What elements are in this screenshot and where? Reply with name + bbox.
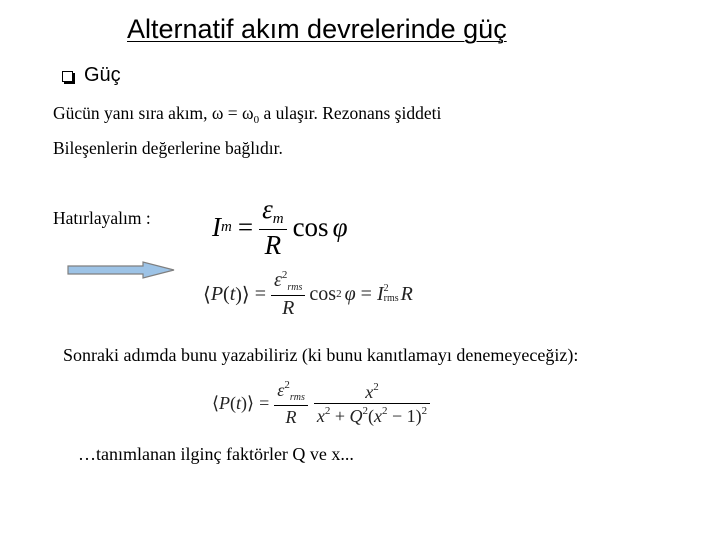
text-line-2: Bileşenlerin değerlerine bağlıdır. <box>53 138 283 158</box>
slide-title: Alternatif akım devrelerinde güç <box>127 14 507 44</box>
line1-subscript: 0 <box>253 114 260 126</box>
line1-part-a: Gücün yanı sıra akım, ω = ω <box>53 103 254 123</box>
bullet-heading <box>62 64 121 87</box>
right-arrow-icon <box>67 261 177 279</box>
equation-power-quality-factor: ⟨ P ( t )⟩ = $\frac{\varepsilon^2_{rms}}{R}$ $\frac{x^2}{x^2 + Q^2(x^2 - 1)^2}$ <box>212 380 430 426</box>
equation-current-amplitude: I m = $\frac{\varepsilon_m}{R}$ cos φ <box>212 194 348 260</box>
text-line-1 <box>53 103 441 126</box>
line1-part-b: a ulaşır. Rezonans şiddeti <box>259 103 442 123</box>
checkbox-bullet-icon <box>62 71 73 82</box>
defined-factors-text: …tanımlanan ilginç faktörler Q ve x... <box>78 444 354 464</box>
equation-average-power: ⟨ P ( t )⟩ = $\frac{\varepsilon^2_{rms}}{R}$ cos 2 φ = I 2 rms R <box>203 269 413 319</box>
bullet-label: Güç <box>84 64 121 86</box>
next-step-text: Sonraki adımda bunu yazabiliriz (ki bunu kanıtlamayı denemeyeceğiz): <box>63 345 579 365</box>
recall-label: Hatırlayalım : <box>53 208 151 228</box>
